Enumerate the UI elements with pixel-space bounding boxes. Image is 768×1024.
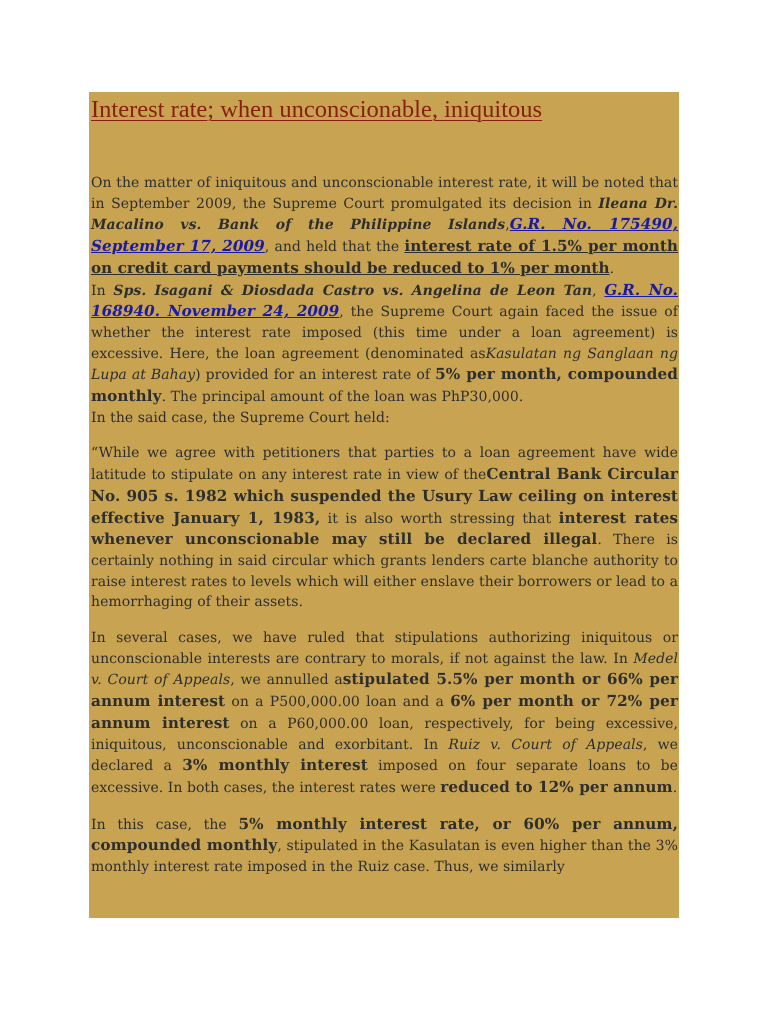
text: imposed on four separate loans to be excessive. In both cases, the interest rates were bbox=[91, 758, 678, 796]
text: . bbox=[672, 779, 678, 796]
case-name-castro: Sps. Isagani & Diosdada Castro vs. Angelina de Leon Tan bbox=[113, 282, 593, 299]
text: , we annulled a bbox=[230, 672, 343, 689]
text: , the Supreme Court again faced the issue of whether the interest rate imposed (this time under a loan agreement) is excessive. Here, the loan agreement (denominated as bbox=[91, 304, 678, 362]
text: . bbox=[609, 260, 615, 277]
gr-168940-link[interactable]: G.R. No. 168940. November 24, 2009 bbox=[91, 280, 678, 321]
title-spacer bbox=[91, 125, 678, 173]
reduced-text: reduced to 12% per annum bbox=[440, 777, 673, 796]
five-percent-text: 5% monthly interest rate, or 60% per annum, compounded monthly bbox=[91, 814, 678, 855]
paragraph-this-case bbox=[91, 814, 678, 878]
kasulatan-name: Kasulatan ng Sanglaan ng Lupa at Bahay bbox=[91, 345, 678, 384]
text: “While we agree with petitioners that parties to a loan agreement have wide latitude to stipulate on any interest rate in view of the bbox=[91, 445, 678, 484]
paragraph-quote bbox=[91, 443, 678, 613]
illegal-text: interest rates whenever unconscionable may still be declared illegal bbox=[91, 508, 678, 549]
paragraph-castro bbox=[91, 280, 678, 408]
circular-text: Central Bank Circular No. 905 s. 1982 which suspended the Usury Law ceiling on interest effective January 1, 1983, bbox=[91, 465, 678, 527]
paragraph-held: In the said case, the Supreme Court held: bbox=[91, 409, 390, 426]
rate-text: 5% per month, compounded monthly bbox=[91, 365, 678, 406]
text: , bbox=[592, 282, 605, 299]
paragraph-macalino bbox=[91, 173, 678, 280]
text: In this case, the bbox=[91, 816, 239, 833]
medel-rate-text: stipulated 5.5% per month or 66% per annum interest bbox=[91, 670, 678, 711]
three-percent-text: 3% monthly interest bbox=[182, 756, 368, 775]
holding-text: interest rate of 1.5% per month on credit card payments should be reduced to 1% per month bbox=[91, 237, 679, 277]
six-percent-text: 6% per month or 72% per annum interest bbox=[91, 692, 678, 732]
paragraph-several-cases bbox=[91, 628, 678, 799]
text: , stipulated in the Kasulatan is even higher than the 3% monthly interest rate imposed in the Ruiz case. Thus, we similarly bbox=[91, 838, 678, 876]
case-name-ruiz: Ruiz v. Court of Appeals bbox=[448, 736, 643, 753]
text: In several cases, we have ruled that stipulations authorizing iniquitous or unconscionable interests are contrary to morals, if not against the law. In bbox=[91, 630, 678, 667]
document-title: Interest rate; when unconscionable, iniquitous bbox=[91, 96, 543, 123]
text: ) provided for an interest rate of bbox=[195, 367, 436, 384]
text: . There is certainly nothing in said circular which grants lenders carte blanche authority to raise interest rates to levels which will either enslave their borrowers or lead to a hemorrhaging of their assets. bbox=[91, 532, 678, 611]
text: On the matter of iniquitous and unconscionable interest rate, it will be noted that in September 2009, the Supreme Court promulgated its decision in bbox=[91, 175, 678, 212]
text: on a P60,000.00 loan, respectively, for being excessive, iniquitous, unconscionable and exorbitant. In bbox=[91, 715, 678, 753]
text: , we declared a bbox=[91, 736, 678, 775]
document-page bbox=[89, 92, 679, 918]
text: , bbox=[505, 217, 510, 234]
text: on a P500,000.00 loan and a bbox=[225, 694, 451, 711]
text: In bbox=[91, 282, 114, 299]
text: . The principal amount of the loan was PhP30,000. bbox=[161, 389, 524, 406]
text: it is also worth stressing that bbox=[320, 510, 559, 527]
text: , and held that the bbox=[264, 239, 405, 256]
case-name-macalino: Ileana Dr. Macalino vs. Bank of the Philippine Islands bbox=[91, 195, 678, 234]
gr-175490-link[interactable]: G.R. No. 175490, September 17, 2009 bbox=[91, 215, 678, 256]
case-name-medel: Medel v. Court of Appeals bbox=[91, 650, 678, 689]
